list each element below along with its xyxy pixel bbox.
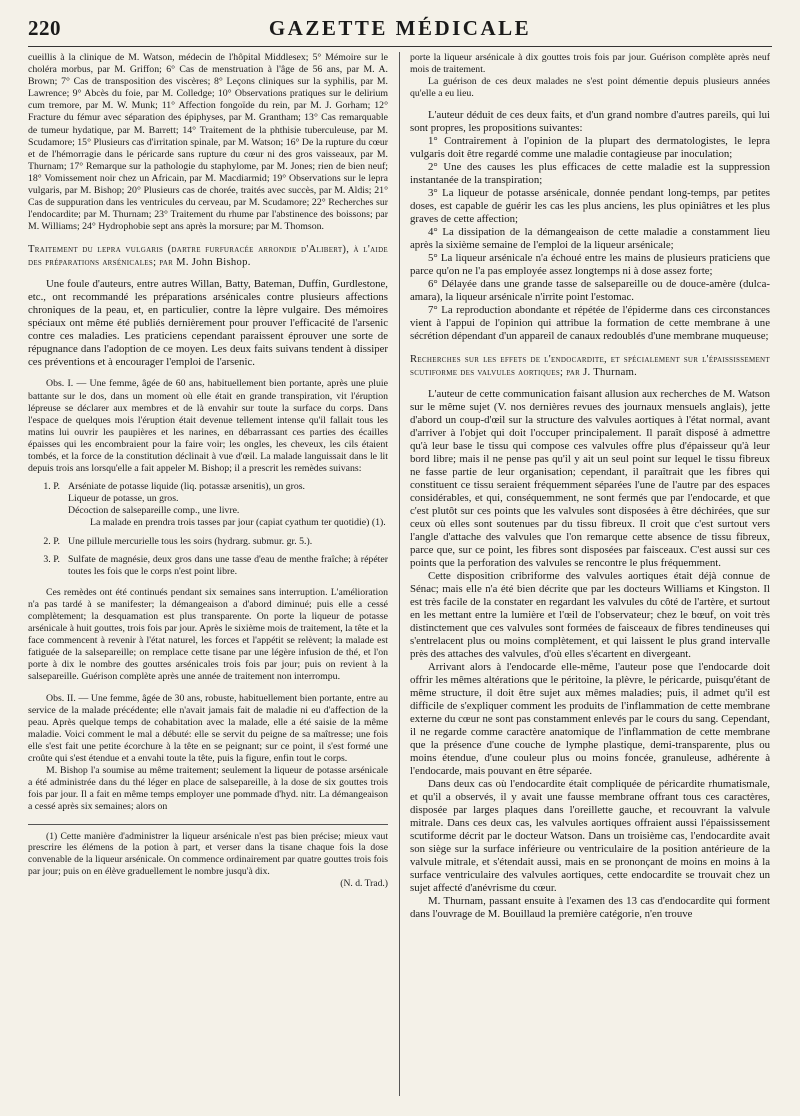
prescription-2 xyxy=(28,536,388,548)
outcome-paragraph: La guérison de ces deux malades ne s'est point démentie depuis plusieurs années qu'elle a eu lieu. xyxy=(410,76,770,100)
proposition-1: 1° Contrairement à l'opinion de la plupart des dermatologistes, le lepra vulgaris doit être regardé comme une maladie contagieuse par inoculation; xyxy=(410,135,770,161)
observation-1-continued: Ces remèdes ont été continués pendant six semaines sans interruption. L'amélioration n'a pas tardé à se manifester; la démangeaison a d'abord diminué; puis elle a cessé complètement; la desquamation est plus transparente. On porte la liqueur de potasse arsénicale à huit gouttes, trois fois par jour. Après le sixième mois de traitement, la tête et la face commencent à revenir à l'état naturel, les forces et l'appétit se relèvent; la malade est fatiguée de la salsepareille; on remplace cette tisane par une légère infusion de thé, et l'on porte à dix le nombre des gouttes arsénicales trois fois par jour; puis on revient à la salsepareille. Guérison complète après une année de traitement non interrompu. xyxy=(28,586,388,683)
page-number: 220 xyxy=(28,16,61,40)
prescription-line: Décoction de salsepareille comp., une livre. xyxy=(68,505,240,517)
endocardite-paragraph-4: Dans deux cas où l'endocardite était compliquée de péricardite rhumatismale, et qu'il a observés, il y avait une fausse membrane offrant tous ces caractères, disposée par larges plaques dans l'oreillette gauche, et recouvrant la valvule mitrale. Dans ces deux cas, les valvules aortiques offraient aussi l'épaississement scutiforme décrit par le docteur Watson. Dans un troisième cas, l'endocardite avait son siège sur la surface inférieure ou ventriculaire de la position antérieure de la valvule mitrale, et s'étendait aussi, mais en se prononçant de moins en moins à la surface ventriculaire des valvules aortiques, cette endocardite se trouvait chez un sujet affecté d'anévrisme du cœur. xyxy=(410,778,770,895)
observation-2-continued: M. Bishop l'a soumise au même traitement; seulement la liqueur de potasse arsénicale a été administrée dans du thé léger en place de salsepareille, à la dose de six gouttes trois fois par jour. Il a fait en même temps employer une pommade d'hyd. nitr. La démangeaison a cessé après six semaines; alors on xyxy=(28,765,388,813)
article-author: M. John Bishop. xyxy=(176,257,251,269)
article-title: Recherches sur les effets de l'endocardite, et spécialement sur l'épaississement scutiforme des valvules aortiques; par xyxy=(410,354,770,379)
footnote-rule xyxy=(28,824,388,825)
proposition-3: 3° La liqueur de potasse arsénicale, donnée pendant long-temps, par petites doses, est capable de guérir les cas les plus anciens, les plus opiniâtres et les plus graves de cette affection; xyxy=(410,187,770,226)
proposition-6: 6° Délayée dans une grande tasse de salsepareille ou de douce-amère (dulca-amara), la liqueur arsénicale n'irrite point l'estomac. xyxy=(410,278,770,304)
column-divider xyxy=(399,52,400,1096)
prescription-1 xyxy=(28,481,388,529)
prescription-line: Une pillule mercurielle tous les soirs (hydrarg. submur. gr. 5.). xyxy=(68,535,313,547)
prescription-line: La malade en prendra trois tasses par jour (capiat cyathum ter quotidie) (1). xyxy=(90,517,386,529)
prescription-number: 2. P. xyxy=(43,535,60,547)
left-column xyxy=(28,52,388,1104)
running-title: GAZETTE MÉDICALE xyxy=(268,16,532,40)
observation-2: Obs. II. — Une femme, âgée de 30 ans, robuste, habituellement bien portante, entre au service de la malade précédente; elle n'avait jamais fait de maladie ni eu d'affection de la peau. Après quelque temps de cohabitation avec la malade, elle a été saisie de la même maladie. Voici comment le mal a débuté: elle se servit du peigne de sa maîtresse; une fois elle s'est fait une petite écorchure à la tête en se peignant; sur ce point, il s'est formé une croûte qui s'est étendue et a envahi toute la tête, puis la figure, enfin tout le corps. xyxy=(28,692,388,765)
prescription-line: Sulfate de magnésie, deux gros dans une tasse d'eau de menthe fraîche; à répéter toutes les fois que le corps n'est point libre. xyxy=(68,553,388,577)
article-title: Traitement du lepra vulgaris (dartre furfuracée arrondie d'Alibert), à l'aide des préparations arsénicales; par xyxy=(28,244,388,269)
page-header xyxy=(28,14,772,44)
endocardite-paragraph-2: Cette disposition cribriforme des valvules aortiques était déjà connue de Sénac; mais elle n'a été bien décrite que par les docteurs Williams et Kingston. Il est très facile de la constater en regardant les valvules du côté de l'artère, et surtout en les mettant entre la lumière et l'œil de l'observateur; chez le bœuf, on voit très distinctement que ces valvules sont formées de faisceaux de fibres tendineuses qui s'entrelacent plus ou moins complètement, et qui laissent le plus grand intervalle près des attaches des valvules, d'où elles s'écartent en divergeant. xyxy=(410,570,770,661)
footnote: (1) Cette manière d'administrer la liqueur arsénicale n'est pas bien précise; mieux vaut prescrire les élémens de la potion à part, et verser dans la tisane chaque fois la dose convenable de la liqueur arsénicale. On commence ordinairement par quatre gouttes trois fois par jour; puis on en élève graduellement le nombre jusqu'à dix. xyxy=(28,830,388,877)
observation-1: Obs. I. — Une femme, âgée de 60 ans, habituellement bien portante, après une pluie battante sur le dos, dans un moment où elle était en grande transpiration, vit l'éruption lépreuse se déclarer aux membres et de là envahir sur toute la surface du corps. Dans l'espace de quelques mois l'éruption était devenue tellement intense qu'il fallait tous les matins lui ouvrir les paupières et les narines, en débarrassant ces parties des écailles épaisses qui les encombraient pour la faire voir; les ongles, les cheveux, les cils étaient tombés, et la force de la constitution déclinait à vue d'œil. La malade languissait dans le lit depuis trois ans lorsqu'elle a fait appeler M. Bishop; il a prescrit les remèdes suivans: xyxy=(28,378,388,475)
prescription-number: 1. P. xyxy=(43,481,60,493)
proposition-4: 4° La dissipation de la démangeaison de cette maladie a constamment lieu après la sixième semaine de l'emploi de la liqueur arsénicale; xyxy=(410,226,770,252)
header-rule xyxy=(28,46,772,47)
intro-paragraph: Une foule d'auteurs, entre autres Willan, Batty, Bateman, Duffin, Gurdlestone, etc., ont recommandé les préparations arsénicales contre plusieurs affections chroniques de la peau, et, en particulier, contre la lèpre vulgaire. Des mémoires spéciaux ont même été publiés dernièrement pour prouver l'efficacité de l'arsenic contre ces maladies. Les praticiens cependant paraissent éprouver une sorte de répugnance dans l'adoption de ce moyen. Les deux faits suivans tendent à dissiper ces préventions et à encourager l'emploi de l'arsenic. xyxy=(28,278,388,369)
endocardite-paragraph-3: Arrivant alors à l'endocarde elle-même, l'auteur pose que l'endocarde doit offrir les mêmes altérations que le péritoine, la plèvre, le péricarde, puisqu'étant de même structure, il doit être sujet aux mêmes maladies; puis, il admet qu'il est difficile de s'expliquer comment les produits de l'inflammation de cette membrane externe du cœur ne sont pas constamment enlevés par le cours du sang. Cependant, il ne regarde comme caractère anatomique de l'inflammation de cette membrane que la présence d'une couche de lymphe plastique, demi-transparente, plus ou moins étendue, d'une couleur plus ou moins foncée, granuleuse, adhérente à l'endocarde, mais pouvant en être séparée. xyxy=(410,661,770,778)
propositions-intro: L'auteur déduit de ces deux faits, et d'un grand nombre d'autres pareils, qui lui sont propres, les propositions suivantes: xyxy=(410,109,770,135)
article-author: J. Thurnam. xyxy=(583,367,638,379)
endocardite-paragraph-5: M. Thurnam, passant ensuite à l'examen des 13 cas d'endocardite qui forment dans l'ouvrage de M. Bouillaud la première catégorie, n'en trouve xyxy=(410,895,770,921)
proposition-2: 2° Une des causes les plus efficaces de cette maladie est la suppression instantanée de la transpiration; xyxy=(410,161,770,187)
prescription-number: 3. P. xyxy=(43,553,60,565)
prescription-3 xyxy=(28,554,388,578)
footnote-signature: (N. d. Trad.) xyxy=(340,877,388,889)
article-heading-endocardite xyxy=(410,353,770,379)
proposition-7: 7° La reproduction abondante et répétée de l'épiderme dans ces circonstances vient à l'appui de l'opinion qui attribue la formation de cette membrane à une sécrétion dépendant d'un appareil de canaux redoublés d'une membrane muqueuse; xyxy=(410,304,770,343)
right-column xyxy=(410,52,770,1104)
prescription-line: Liqueur de potasse, un gros. xyxy=(68,493,179,505)
observation-2-end: porte la liqueur arsénicale à dix gouttes trois fois par jour. Guérison complète après neuf mois de traitement. xyxy=(410,52,770,76)
article-heading-lepra xyxy=(28,243,388,269)
endocardite-paragraph-1: L'auteur de cette communication faisant allusion aux recherches de M. Watson sur le même sujet (V. nos dernières revues des journaux mensuels anglais), jette d'abord un coup-d'œil sur la structure des valvules aortiques à l'état normal, avant d'arriver à l'objet qui doit l'occuper principalement. Il paraît disposé à admettre qu'à leur base le tissu qui compose ces valvules offre plus d'épaisseur qu'à leur bord libre; mais il ne pense pas qu'il y ait un seul point sur lequel le tissu fibreux ne fasse partie de leur organisation; cependant, il paraîtrait que les fibres qui constituent ce tissu seraient fréquemment séparées l'une de l'autre par des espaces considérables, et qui, conséquemment, ne sont fermés que par l'endocarde, et que c'est plutôt sur ces points que les valvules sont disposées à être déchirées, que sur ceux où elles sont soutenues par du tissu fibreux. Il croit que c'est surtout vers l'angle d'attache des valvules que l'on remarque cette absence de tissu fibreux, parce que, sur ce point, les fibres sont disposées par faisceaux. C'est aussi sur ces points que la perforation des valvules se rencontre le plus fréquemment. xyxy=(410,388,770,570)
prescription-line: Arséniate de potasse liquide (liq. potassæ arsenitis), un gros. xyxy=(68,481,305,493)
proposition-5: 5° La liqueur arsénicale n'a échoué entre les mains de plusieurs praticiens que parce qu'on ne l'a pas employée assez longtemps ni à dose assez forte; xyxy=(410,252,770,278)
contents-continuation: cueillis à la clinique de M. Watson, médecin de l'hôpital Middlesex; 5° Mémoire sur le choléra morbus, par M. Griffon; 6° Cas de menstruation à l'âge de 56 ans, par M. A. Brown; 7° Cas de transposition des viscères; 8° Leçons cliniques sur la syphilis, par M. Lawrence; 9° Abcès du foie, par M. Colledge; 10° Observations pratiques sur le delirium cum tremore, par M. W. Munk; 11° Affection fongoïde du rein, par M. J. Gorham; 12° Fracture du fémur avec séparation des épiphyses, par M. Grantham; 13° Cas remarquable de tumeur hydatique, par M. Barrett; 14° Traitement de la phthisie tuberculeuse, par M. Scudamore; 15° Plusieurs cas d'irritation spinale, par M. Watson; 16° De la rupture du cœur et de l'hémorragie dans le péricarde sans rupture du cœur ni des gros vaisseaux, par M. Thurnam; 17° Remarque sur la pathologie du staphylome, par M. Jones; rien de bien neuf; 18° Vomissement noir chez un Africain, par M. Macdiarmid; 19° Observations sur le lepra vulgaris, par M. Bishop; 20° Plusieurs cas de chorée, traités avec succès, par M. Aldis; 21° Cas de suppuration dans les ventricules du cerveau, par M. Scudamore; 22° Recherches sur l'endocardite; par M. Thurnam; 23° Traitement du rhume par l'abstinence des boissons; par M. Williams; 24° Hydrophobie sept ans après la morsure; par M. Thomson. xyxy=(28,52,388,233)
